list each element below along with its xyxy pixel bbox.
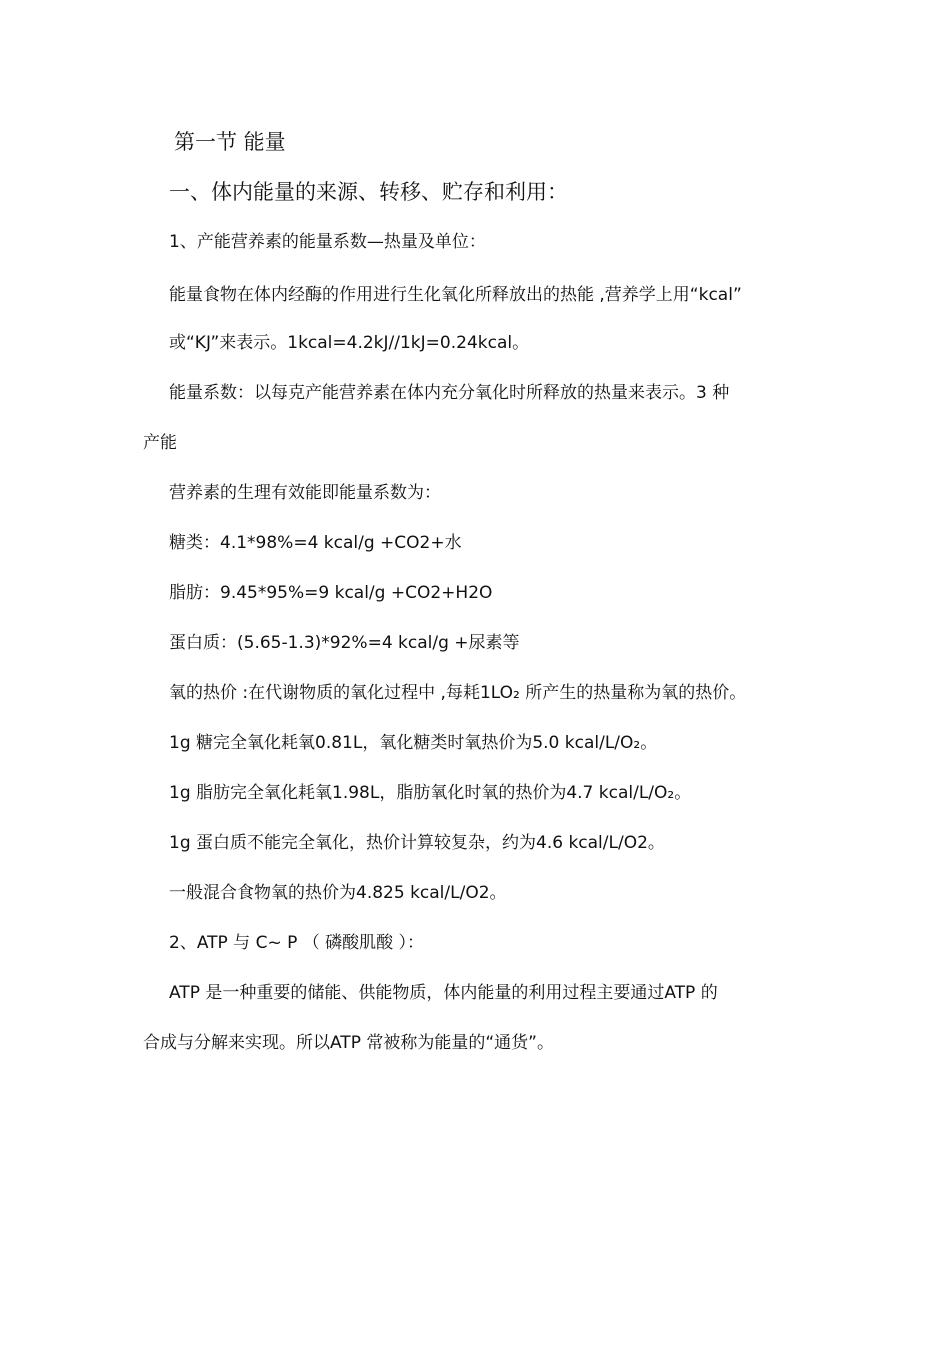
paragraph-2-line-1: 能量系数：以每克产能营养素在体内充分氧化时所释放的热量来表示。3 种 <box>169 383 730 403</box>
subheading-2: 2、ATP 与 C~ P （ 磷酸肌酸 ）： <box>169 933 425 953</box>
paragraph-3-line-1: ATP 是一种重要的储能、供能物质，体内能量的利用过程主要通过ATP 的 <box>169 983 718 1003</box>
oxygen-mixed: 一般混合食物氧的热价为4.825 kcal/L/O2。 <box>169 883 507 903</box>
item-fat: 脂肪：9.45*95%=9 kcal/g +CO2+H2O <box>169 583 493 603</box>
oxygen-protein: 1g 蛋白质不能完全氧化，热价计算较复杂，约为4.6 kcal/L/O2。 <box>169 833 665 853</box>
paragraph-2-line-3: 营养素的生理有效能即能量系数为： <box>169 483 441 503</box>
oxygen-sugar: 1g 糖完全氧化耗氧0.81L，氧化糖类时氧热价为5.0 kcal/L/O₂。 <box>169 733 658 753</box>
section-title: 第一节 能量 <box>174 130 286 154</box>
item-sugar: 糖类：4.1*98%=4 kcal/g +CO2+水 <box>169 533 462 553</box>
paragraph-1-line-1: 能量食物在体内经酶的作用进行生化氧化所释放出的热能 ,营养学上用“kcal” <box>169 285 742 305</box>
subheading-1: 1、产能营养素的能量系数—热量及单位： <box>169 232 486 252</box>
heading-1: 一、体内能量的来源、转移、贮存和利用： <box>169 180 568 204</box>
paragraph-3-line-2: 合成与分解来实现。所以ATP 常被称为能量的“通货”。 <box>143 1033 554 1053</box>
oxygen-definition: 氧的热价 :在代谢物质的氧化过程中 ,每耗1LO₂ 所产生的热量称为氧的热价。 <box>169 683 747 703</box>
oxygen-fat: 1g 脂肪完全氧化耗氧1.98L，脂肪氧化时氧的热价为4.7 kcal/L/O₂。 <box>169 783 692 803</box>
item-protein: 蛋白质：(5.65-1.3)*92%=4 kcal/g +尿素等 <box>169 633 520 653</box>
paragraph-1-line-2: 或“KJ”来表示。1kcal=4.2kJ//1kJ=0.24kcal。 <box>169 333 530 353</box>
paragraph-2-line-2: 产能 <box>143 433 177 453</box>
